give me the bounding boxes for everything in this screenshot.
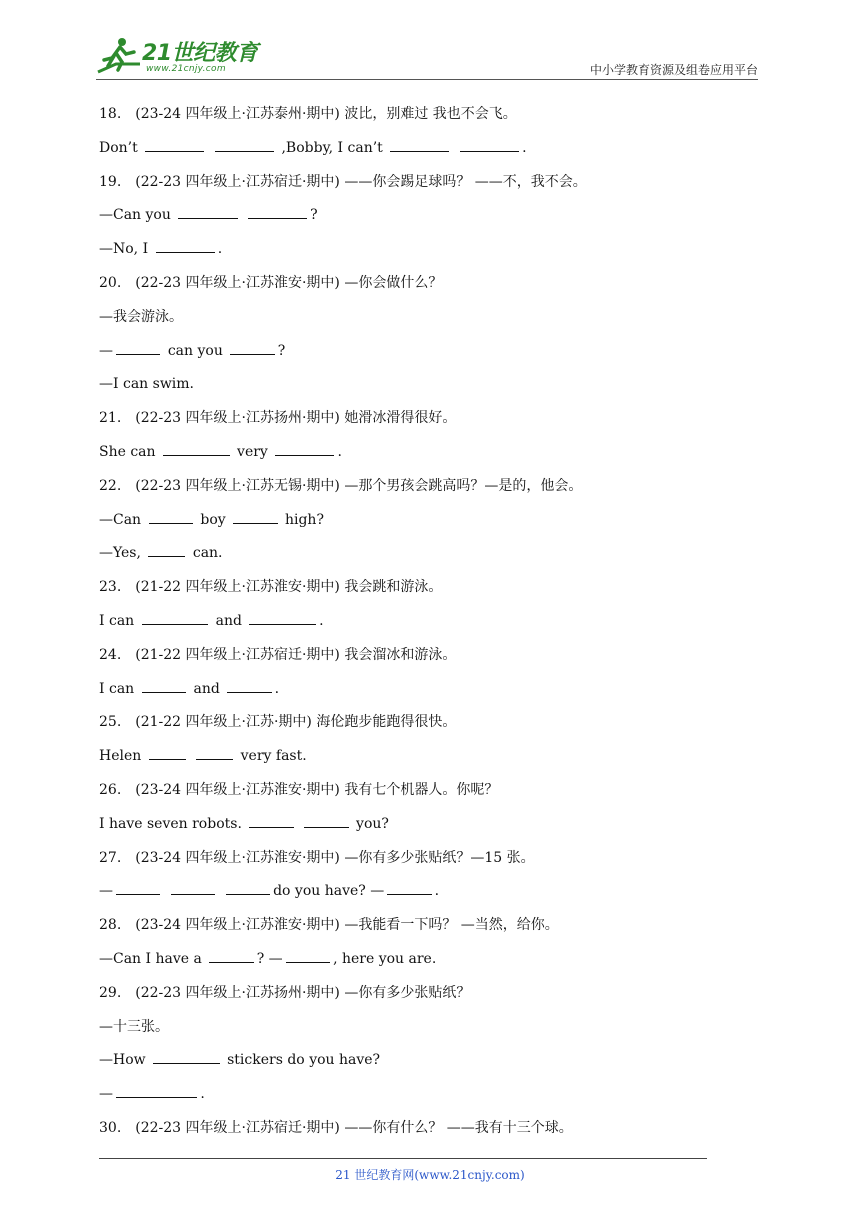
- answer-line: [99, 368, 739, 402]
- answer-line: [99, 233, 739, 267]
- answer-text: stickers do you have?: [222, 1052, 381, 1069]
- answer-text: very: [232, 443, 273, 460]
- answer-blank[interactable]: [249, 815, 293, 828]
- question-prompt: 26. (23-24 四年级上·江苏淮安·期中) 我有七个机器人。你呢？: [99, 781, 499, 798]
- runner-logo-icon: [96, 36, 142, 76]
- logo-text: 21世纪教育: [142, 41, 258, 66]
- question-prompt: 19. (22-23 四年级上·江苏宿迁·期中) ——你会踢足球吗？ ——不，我不会。: [99, 173, 587, 190]
- answer-blank[interactable]: [142, 680, 186, 693]
- answer-line: [99, 875, 739, 909]
- answer-blank[interactable]: [196, 747, 233, 760]
- answer-blank[interactable]: [156, 240, 215, 253]
- site-logo[interactable]: [96, 34, 266, 78]
- question-prompt: 30. (22-23 四年级上·江苏宿迁·期中) ——你有什么？ ——我有十三个球。: [99, 1119, 573, 1136]
- answer-text: ?: [310, 207, 318, 224]
- answer-blank[interactable]: [116, 882, 160, 895]
- answer-text: .: [434, 883, 440, 900]
- answer-text: She can: [99, 443, 160, 460]
- answer-line: [99, 504, 739, 538]
- answer-text: .: [337, 443, 342, 460]
- answer-line: [99, 301, 739, 335]
- footer-divider: [99, 1158, 707, 1159]
- answer-blank[interactable]: [142, 612, 209, 625]
- answer-blank[interactable]: [116, 342, 160, 355]
- answer-blank[interactable]: [178, 206, 237, 219]
- answer-text: [163, 883, 167, 899]
- answer-blank[interactable]: [230, 342, 274, 355]
- answer-line: [99, 1011, 739, 1045]
- answer-text: —十三张。: [99, 1018, 169, 1035]
- answer-text: I have seven robots.: [99, 815, 247, 832]
- answer-text: .: [274, 680, 280, 697]
- answer-text: [452, 140, 456, 156]
- answer-line: [99, 1078, 739, 1112]
- answer-text: Don’t: [99, 139, 143, 156]
- answer-blank[interactable]: [149, 511, 193, 524]
- answer-blank[interactable]: [227, 680, 271, 693]
- answer-line: [99, 605, 739, 639]
- answer-text: [189, 748, 193, 764]
- logo-url: www.21cnjy.com: [146, 64, 226, 74]
- answer-text: can you: [163, 342, 228, 359]
- answer-blank[interactable]: [215, 139, 274, 152]
- question-prompt: 28. (23-24 四年级上·江苏淮安·期中) —我能看一下吗？ —当然，给你。: [99, 917, 559, 934]
- answer-text: ,Bobby, I can’t: [277, 139, 388, 156]
- platform-title: 中小学教育资源及组卷应用平台: [589, 63, 758, 77]
- answer-text: —: [99, 1086, 113, 1103]
- answer-line: [99, 335, 739, 369]
- answer-text: [218, 883, 222, 899]
- answer-text: —Can I have a: [99, 950, 207, 967]
- answer-blank[interactable]: [390, 139, 449, 152]
- answer-blank[interactable]: [209, 950, 253, 963]
- answer-text: Helen: [99, 748, 146, 765]
- answer-blank[interactable]: [148, 544, 185, 557]
- question-list: [99, 98, 739, 1146]
- question-prompt: 21. (22-23 四年级上·江苏扬州·期中) 她滑冰滑得很好。: [99, 410, 457, 427]
- answer-line: [99, 537, 739, 571]
- answer-text: I can: [99, 612, 139, 629]
- answer-text: ?: [277, 342, 286, 359]
- answer-text: boy: [195, 511, 231, 528]
- answer-text: ? —: [256, 950, 283, 967]
- answer-text: and: [211, 612, 247, 629]
- question-prompt: 18. (23-24 四年级上·江苏泰州·期中) 波比，别难过 我也不会飞。: [99, 106, 517, 122]
- answer-text: —: [99, 342, 113, 359]
- question-prompt: 29. (22-23 四年级上·江苏扬州·期中) —你有多少张贴纸？: [99, 984, 471, 1001]
- answer-line: [99, 1044, 739, 1078]
- answer-text: and: [189, 680, 225, 697]
- question-prompt: 25. (21-22 四年级上·江苏·期中) 海伦跑步能跑得很快。: [99, 714, 457, 731]
- answer-text: you?: [351, 815, 389, 832]
- answer-blank[interactable]: [248, 206, 307, 219]
- answer-text: very fast.: [236, 748, 307, 765]
- answer-blank[interactable]: [304, 815, 348, 828]
- answer-text: .: [200, 1086, 205, 1103]
- answer-text: —Can: [99, 511, 146, 528]
- answer-line: [99, 740, 739, 774]
- header-divider: [96, 79, 758, 80]
- answer-blank[interactable]: [145, 139, 204, 152]
- question-prompt: 23. (21-22 四年级上·江苏淮安·期中) 我会跳和游泳。: [99, 579, 443, 596]
- answer-blank[interactable]: [387, 882, 431, 895]
- answer-line: [99, 199, 739, 233]
- page-header: [96, 34, 758, 80]
- answer-text: do you have? —: [273, 883, 385, 900]
- answer-line: [99, 436, 739, 470]
- answer-text: —我会游泳。: [99, 308, 183, 325]
- answer-text: .: [217, 241, 223, 258]
- answer-blank[interactable]: [226, 882, 270, 895]
- answer-text: I can: [99, 680, 139, 697]
- answer-text: —I can swim.: [99, 376, 195, 393]
- answer-line: [99, 943, 739, 977]
- answer-text: —How: [99, 1052, 151, 1069]
- answer-text: high?: [280, 511, 324, 528]
- footer-link[interactable]: 21 世纪教育网(www.21cnjy.com): [335, 1168, 525, 1182]
- answer-text: , here you are.: [333, 950, 437, 967]
- answer-blank[interactable]: [149, 747, 186, 760]
- answer-text: [241, 207, 245, 223]
- question-prompt: 24. (21-22 四年级上·江苏宿迁·期中) 我会溜冰和游泳。: [99, 646, 457, 663]
- answer-line: [99, 132, 739, 166]
- answer-line: [99, 808, 739, 842]
- answer-blank[interactable]: [286, 950, 330, 963]
- question-prompt: 20. (22-23 四年级上·江苏淮安·期中) —你会做什么？: [99, 274, 443, 291]
- answer-text: —Can you: [99, 207, 176, 224]
- answer-text: [297, 816, 301, 832]
- answer-blank[interactable]: [460, 139, 519, 152]
- answer-blank[interactable]: [233, 511, 277, 524]
- answer-blank[interactable]: [275, 443, 334, 456]
- answer-text: can.: [188, 545, 223, 562]
- answer-blank[interactable]: [171, 882, 215, 895]
- answer-text: [207, 140, 211, 156]
- answer-text: .: [522, 139, 527, 156]
- answer-line: [99, 673, 739, 707]
- answer-blank[interactable]: [116, 1085, 197, 1098]
- answer-text: —No, I: [99, 241, 153, 258]
- answer-text: —: [99, 883, 113, 900]
- answer-blank[interactable]: [153, 1051, 220, 1064]
- answer-blank[interactable]: [163, 443, 230, 456]
- answer-blank[interactable]: [249, 612, 316, 625]
- answer-text: .: [319, 612, 324, 629]
- question-prompt: 27. (23-24 四年级上·江苏淮安·期中) —你有多少张贴纸？—15 张。: [99, 849, 535, 866]
- answer-text: —Yes,: [99, 545, 146, 562]
- question-prompt: 22. (22-23 四年级上·江苏无锡·期中) —那个男孩会跳高吗？—是的，他会。: [99, 477, 583, 494]
